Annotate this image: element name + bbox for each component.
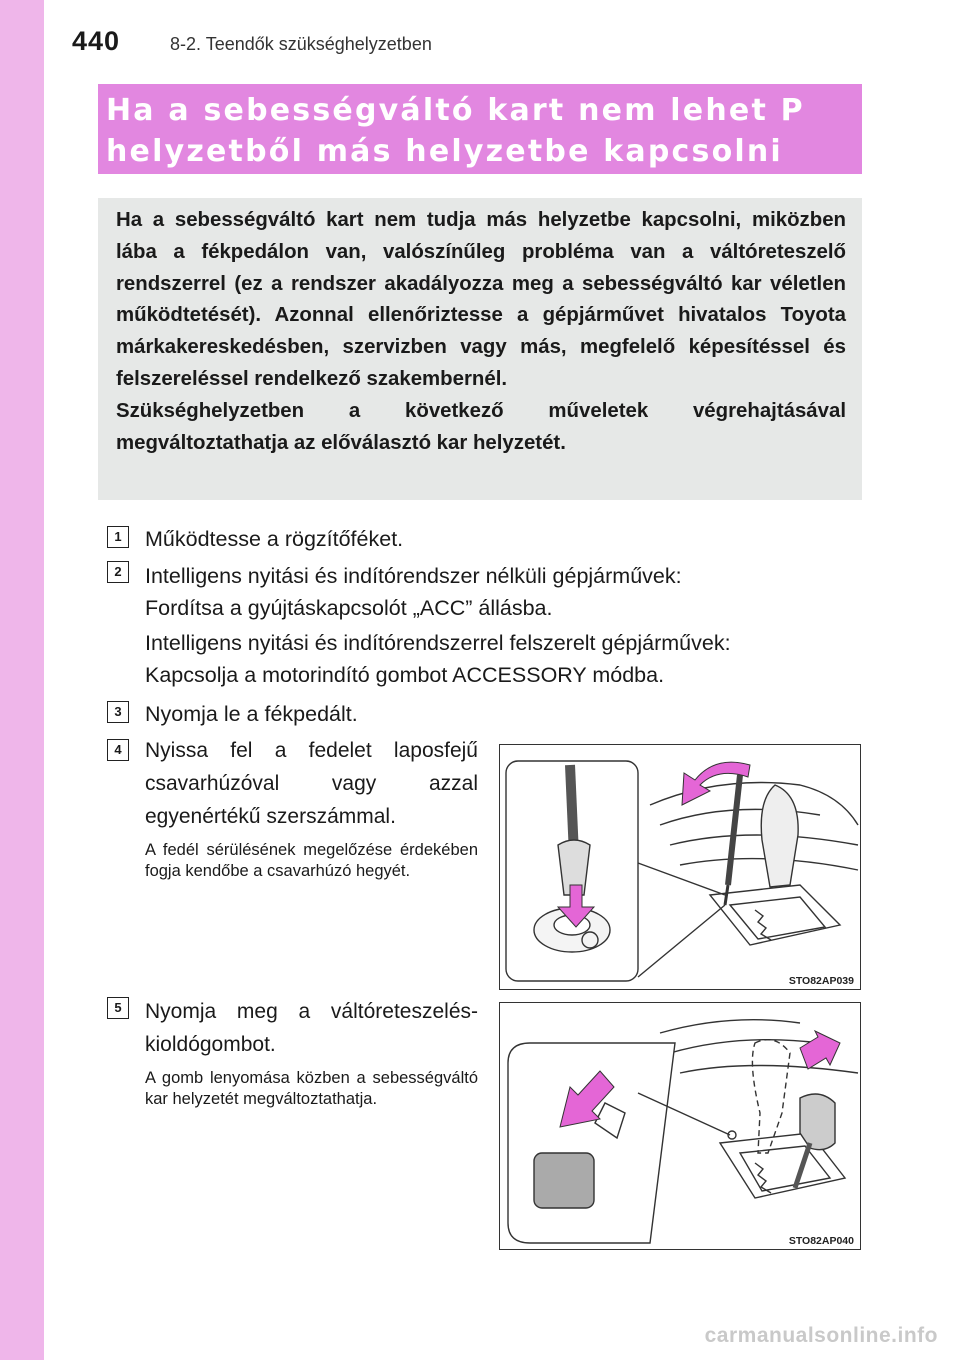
figure-step-4: [499, 744, 861, 990]
watermark: carmanualsonline.info: [704, 1324, 938, 1347]
step-2-line-3: Intelligens nyitási és indítórendszerrel felszerelt gépjárművek:: [145, 631, 731, 655]
notice-paragraph-2: Szükséghelyzetben a következő műveletek végrehajtásával megváltoztathatja az előválasztó kar helyzetét.: [116, 399, 846, 454]
title-line-2: helyzetből más helyzetbe kapcsolni: [106, 134, 783, 169]
notice-paragraph-1: Ha a sebességváltó kart nem tudja más helyzetbe kapcsolni, miközben lába a fékpedálon van, valószínűleg probléma van a váltóreteszelő rendszerrel (ez a rendszer akadályozza meg a sebességváltó kar véletlen működtetését). Azonnal ellenőriztesse a gépjárművet hivatalos Toyota márkakereskedésben, szervizben vagy más, megfelelő képesítéssel és felszereléssel rendelkező szakembernél.: [116, 209, 846, 390]
step-1-text: Működtesse a rögzítőféket.: [145, 527, 404, 551]
side-strip: [0, 0, 44, 1360]
page-title: [106, 90, 854, 172]
figure-step-5: [499, 1002, 861, 1250]
notice-box: [98, 198, 862, 500]
step-2-number: 2: [107, 561, 129, 583]
step-5-number: 5: [107, 997, 129, 1019]
step-1-number: 1: [107, 526, 129, 548]
shift-lock-release-illustration: [500, 1003, 860, 1249]
section-title: 8-2. Teendők szükséghelyzetben: [170, 34, 432, 54]
title-box: [98, 84, 862, 174]
step-2-line-4: Kapcsolja a motorindító gombot ACCESSORY módba.: [145, 663, 665, 687]
figure-code-040: STO82AP040: [788, 1235, 854, 1247]
step-3-number: 3: [107, 701, 129, 723]
title-line-1: Ha a sebességváltó kart nem lehet P: [106, 93, 805, 128]
step-5-text: Nyomja meg a váltóreteszelés-kioldógombot.: [145, 1000, 478, 1056]
step-5-note: A gomb lenyomása közben a sebességváltó kar helyzetét megváltoztathatja.: [145, 1069, 478, 1108]
shift-lever-cover-illustration: [500, 745, 860, 989]
page-number: 440: [72, 26, 121, 56]
step-2-line-1: Intelligens nyitási és indítórendszer nélküli gépjárművek:: [145, 564, 682, 588]
step-4-text: Nyissa fel a fedelet laposfejű csavarhúzóval vagy azzal egyenértékű szerszámmal.: [145, 739, 478, 828]
step-2-line-2: Fordítsa a gyújtáskapcsolót „ACC” állásba.: [145, 596, 553, 620]
figure-code-039: STO82AP039: [788, 975, 854, 987]
step-3-text: Nyomja le a fékpedált.: [145, 702, 358, 726]
step-4-note: A fedél sérülésének megelőzése érdekében fogja kendőbe a csavarhúzó hegyét.: [145, 841, 478, 880]
step-4-number: 4: [107, 739, 129, 761]
